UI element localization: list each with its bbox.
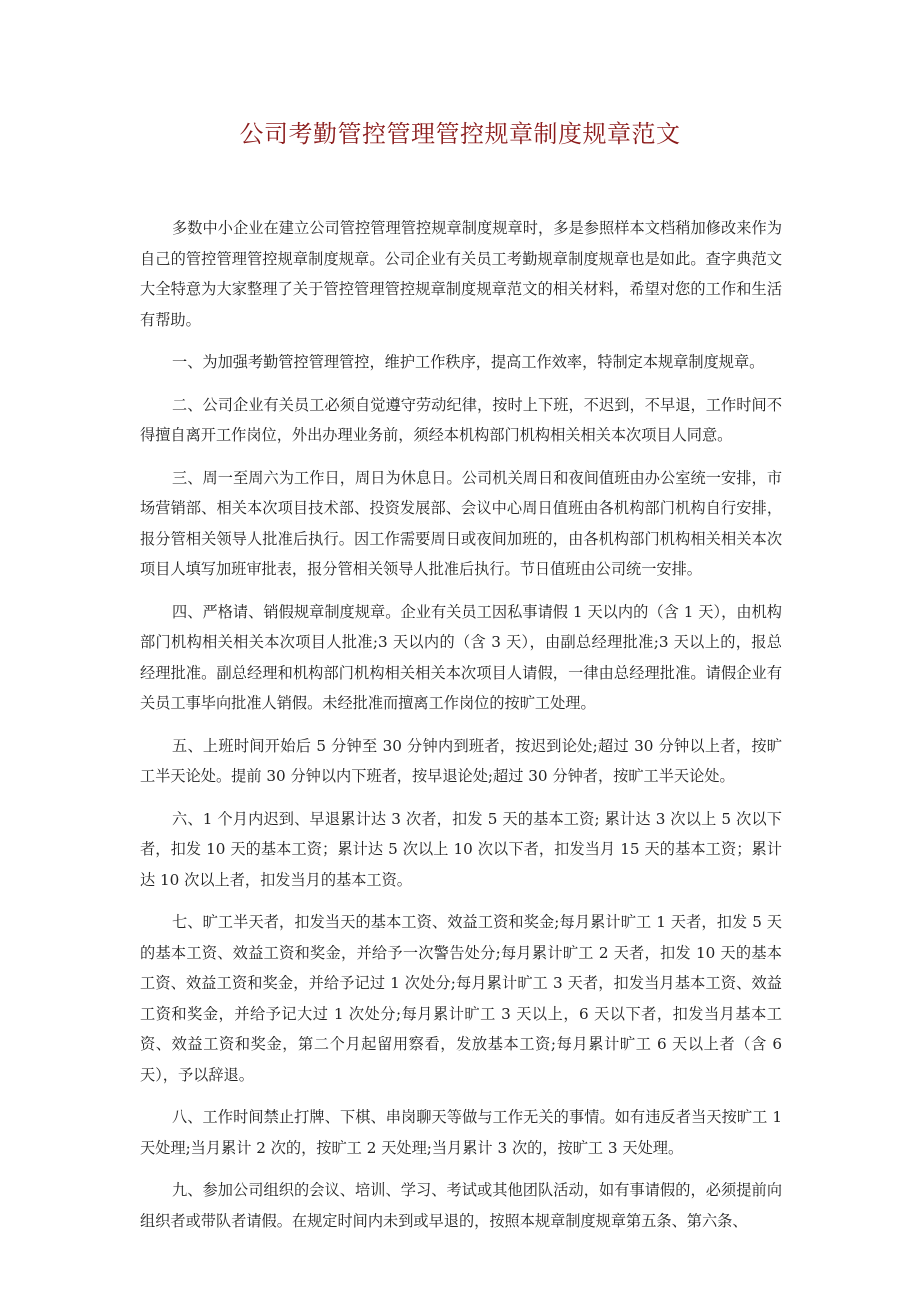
document-body	[140, 213, 782, 1248]
paragraph-article-9: 九、参加公司组织的会议、培训、学习、考试或其他团队活动，如有事请假的，必须提前向组织者或带队者请假。在规定时间内未到或早退的，按照本规章制度规章第五条、第六条、	[140, 1181, 782, 1230]
paragraph-article-2: 二、公司企业有关员工必须自觉遵守劳动纪律，按时上下班，不迟到，不早退，工作时间不得擅自离开工作岗位，外出办理业务前，须经本机构部门机构相关相关本次项目人同意。	[140, 395, 782, 444]
paragraph-article-4: 四、严格请、销假规章制度规章。企业有关员工因私事请假 1 天以内的（含 1 天），由机构部门机构相关相关本次项目人批准;3 天以内的（含 3 天），由副总经理批准;3 天以上的，报总经理批准。副总经理和机构部门机构相关相关本次项目人请假，一律由总经理批准。请假企业有关员工事毕向批准人销假。未经批准而擅离工作岗位的按旷工处理。	[140, 602, 782, 712]
paragraph-intro: 多数中小企业在建立公司管控管理管控规章制度规章时，多是参照样本文档稍加修改来作为自己的管控管理管控规章制度规章。公司企业有关员工考勤规章制度规章也是如此。查字典范文大全特意为大家整理了关于管控管理管控规章制度规章范文的相关材料，希望对您的工作和生活有帮助。	[140, 219, 782, 329]
paragraph-article-1: 一、为加强考勤管控管理管控，维护工作秩序，提高工作效率，特制定本规章制度规章。	[172, 353, 765, 371]
document-title: 公司考勤管控管理管控规章制度规章范文	[239, 120, 681, 148]
paragraph-article-3: 三、周一至周六为工作日，周日为休息日。公司机关周日和夜间值班由办公室统一安排，市场营销部、相关本次项目技术部、投资发展部、会议中心周日值班由各机构部门机构自行安排，报分管相关领导人批准后执行。因工作需要周日或夜间加班的，由各机构部门机构相关相关本次项目人填写加班审批表，报分管相关领导人批准后执行。节日值班由公司统一安排。	[140, 468, 782, 578]
paragraph-article-7: 七、旷工半天者，扣发当天的基本工资、效益工资和奖金;每月累计旷工 1 天者，扣发 5 天的基本工资、效益工资和奖金，并给予一次警告处分;每月累计旷工 2 天者，扣发 10 天的基本工资、效益工资和奖金，并给予记过 1 次处分;每月累计旷工 3 天者，扣发当月基本工资、效益工资和奖金，并给予记大过 1 次处分;每月累计旷工 3 天以上，6 天以下者，扣发当月基本工资、效益工资和奖金，第二个月起留用察看，发放基本工资;每月累计旷工 6 天以上者（含 6 天），予以辞退。	[140, 913, 782, 1084]
paragraph-article-6: 六、1 个月内迟到、早退累计达 3 次者，扣发 5 天的基本工资; 累计达 3 次以上 5 次以下者，扣发 10 天的基本工资；累计达 5 次以上 10 次以下者，扣发当月 15 天的基本工资；累计达 10 次以上者，扣发当月的基本工资。	[140, 809, 782, 889]
paragraph-article-5: 五、上班时间开始后 5 分钟至 30 分钟内到班者，按迟到论处;超过 30 分钟以上者，按旷工半天论处。提前 30 分钟以内下班者，按早退论处;超过 30 分钟者，按旷工半天论处。	[140, 736, 782, 785]
paragraph-article-8: 八、工作时间禁止打牌、下棋、串岗聊天等做与工作无关的事情。如有违反者当天按旷工 1 天处理;当月累计 2 次的，按旷工 2 天处理;当月累计 3 次的，按旷工 3 天处理。	[140, 1108, 782, 1157]
